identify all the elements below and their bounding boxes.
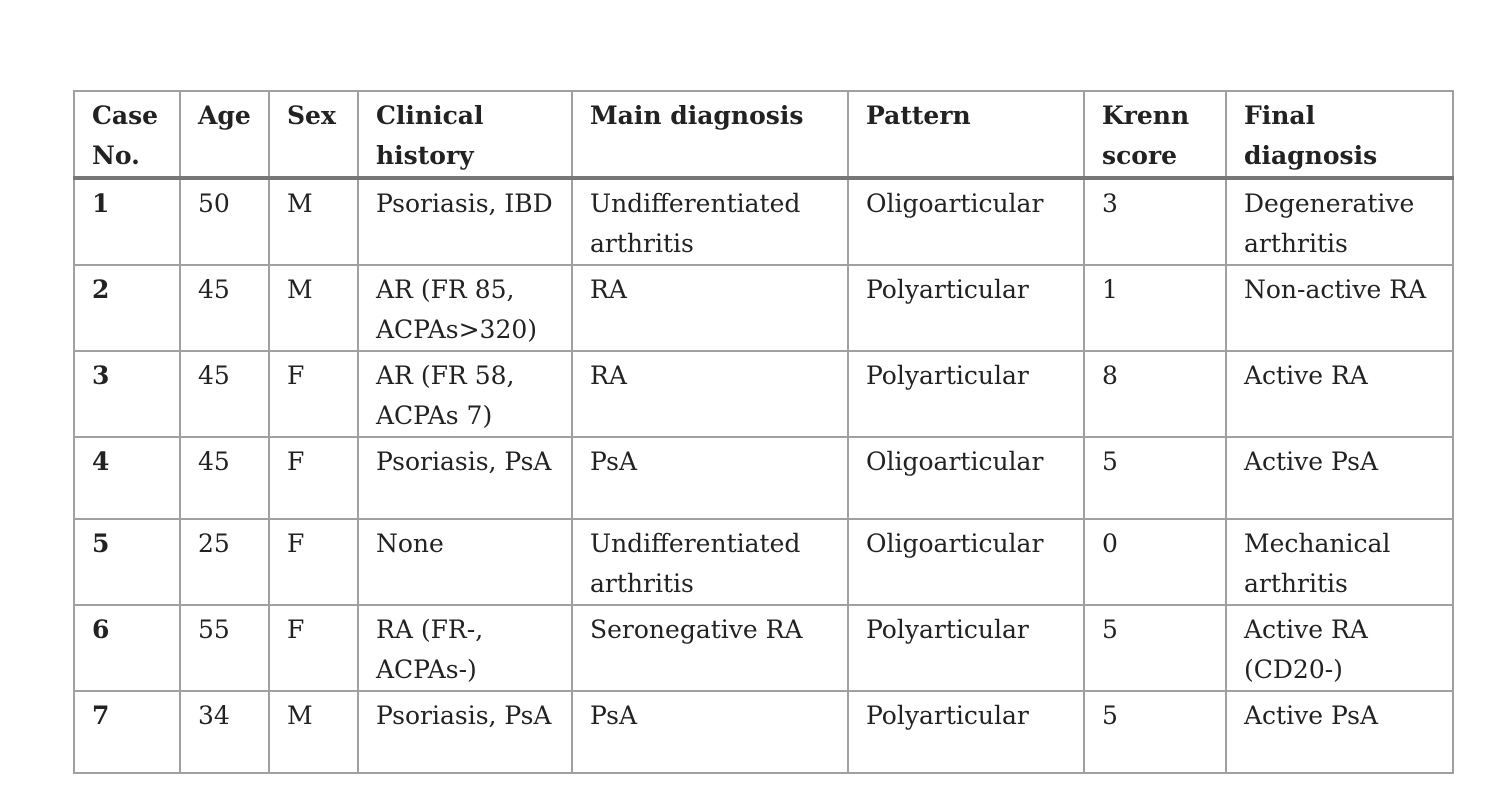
cell-clinical-history: AR (FR 85, ACPAs>320) [358,265,572,351]
cell-sex: F [269,605,358,691]
cell-krenn-score: 8 [1084,351,1226,437]
cell-krenn-score: 5 [1084,437,1226,519]
header-pattern: Pattern [848,91,1084,178]
cell-sex: F [269,519,358,605]
cell-pattern: Oligoarticular [848,437,1084,519]
cell-case-no: 6 [74,605,180,691]
table-row [74,437,1453,519]
table-body [74,178,1453,773]
cell-clinical-history: AR (FR 58, ACPAs 7) [358,351,572,437]
cell-case-no: 1 [74,178,180,265]
header-row [74,91,1453,178]
cell-age: 50 [180,178,269,265]
cell-main-diagnosis: Undifferentiated arthritis [572,519,848,605]
cell-final-diagnosis: Active RA [1226,351,1453,437]
cell-sex: M [269,178,358,265]
cell-main-diagnosis: Undifferentiated arthritis [572,178,848,265]
cell-main-diagnosis: Seronegative RA [572,605,848,691]
header-sex: Sex [269,91,358,178]
cell-age: 45 [180,351,269,437]
cell-krenn-score: 5 [1084,691,1226,773]
cell-age: 55 [180,605,269,691]
table-row [74,519,1453,605]
cell-final-diagnosis: Non-active RA [1226,265,1453,351]
cell-main-diagnosis: PsA [572,691,848,773]
cell-sex: M [269,691,358,773]
cell-pattern: Polyarticular [848,605,1084,691]
cell-sex: F [269,437,358,519]
cell-pattern: Polyarticular [848,265,1084,351]
cell-case-no: 5 [74,519,180,605]
cell-age: 34 [180,691,269,773]
table-row [74,265,1453,351]
cell-final-diagnosis: Degenerative arthritis [1226,178,1453,265]
cell-final-diagnosis: Active RA (CD20-) [1226,605,1453,691]
cell-age: 45 [180,265,269,351]
cell-case-no: 4 [74,437,180,519]
cell-clinical-history: Psoriasis, IBD [358,178,572,265]
cell-krenn-score: 1 [1084,265,1226,351]
cell-case-no: 3 [74,351,180,437]
header-krenn-score: Krenn score [1084,91,1226,178]
table-row [74,178,1453,265]
cell-clinical-history: RA (FR-, ACPAs-) [358,605,572,691]
cell-sex: M [269,265,358,351]
header-age: Age [180,91,269,178]
cell-main-diagnosis: RA [572,351,848,437]
header-main-diagnosis: Main diagnosis [572,91,848,178]
header-clinical-history: Clinical history [358,91,572,178]
cell-krenn-score: 5 [1084,605,1226,691]
cell-final-diagnosis: Mechanical arthritis [1226,519,1453,605]
cell-final-diagnosis: Active PsA [1226,437,1453,519]
cell-main-diagnosis: PsA [572,437,848,519]
cell-pattern: Polyarticular [848,691,1084,773]
table-row [74,351,1453,437]
cell-age: 45 [180,437,269,519]
cell-sex: F [269,351,358,437]
cell-case-no: 7 [74,691,180,773]
cell-krenn-score: 3 [1084,178,1226,265]
cell-age: 25 [180,519,269,605]
table-row [74,691,1453,773]
cell-pattern: Polyarticular [848,351,1084,437]
cases-table [73,90,1454,774]
cell-final-diagnosis: Active PsA [1226,691,1453,773]
header-case-no: Case No. [74,91,180,178]
header-final-diagnosis: Final diagnosis [1226,91,1453,178]
cell-case-no: 2 [74,265,180,351]
cell-pattern: Oligoarticular [848,519,1084,605]
cell-main-diagnosis: RA [572,265,848,351]
cell-krenn-score: 0 [1084,519,1226,605]
cell-pattern: Oligoarticular [848,178,1084,265]
cell-clinical-history: Psoriasis, PsA [358,691,572,773]
table-row [74,605,1453,691]
cell-clinical-history: None [358,519,572,605]
cell-clinical-history: Psoriasis, PsA [358,437,572,519]
